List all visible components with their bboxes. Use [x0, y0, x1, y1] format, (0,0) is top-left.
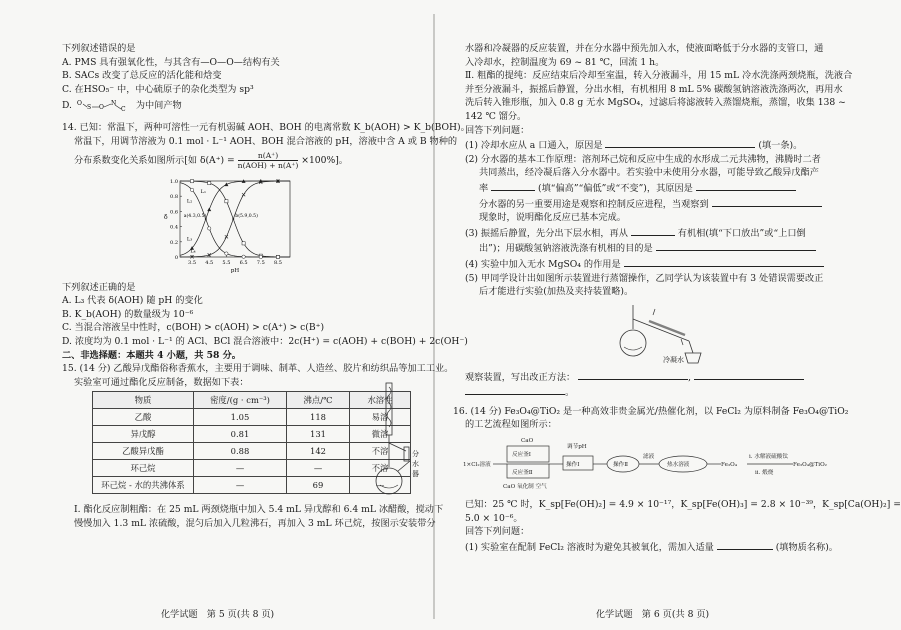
- series-line-square: [180, 181, 290, 257]
- q16-q1-text: (1) 实验室在配制 FeCl₂ 溶液时为避免其被氧化，需加入适量: [465, 541, 714, 553]
- coolant-label: 冷凝水: [663, 355, 684, 364]
- flow-reactor-2: 反应釜Ⅱ: [512, 470, 533, 477]
- y-tick-label: 0.8: [170, 193, 178, 200]
- q15-fix-2-blank[interactable]: [694, 369, 804, 380]
- table-cell: 1.05: [194, 409, 287, 426]
- x-tick-label: 4.5: [205, 259, 214, 266]
- q15-observe-line: 观察装置，写出改正方法： ,: [453, 369, 830, 385]
- series-point-circle: [242, 255, 245, 258]
- table-cell: 142: [287, 443, 350, 460]
- curve-label: L₁: [200, 188, 206, 195]
- x-tick-label: 3.5: [188, 259, 197, 266]
- section-2-heading: 二、非选择题：本题共 4 小题，共 58 分。: [62, 349, 241, 361]
- q14-line-1: 14. 已知：常温下，两种可溶性一元有机弱碱 AOH、BOH 的电离常数 K_b(AOH) > K_b(BOH)。: [62, 122, 470, 134]
- flow-hot: 热水溶液: [667, 462, 690, 469]
- annotation-label: b(5.9,0.5): [235, 213, 258, 219]
- flow-cao-top: CaO: [521, 438, 534, 445]
- q15-q2-observe-blank[interactable]: [712, 196, 822, 207]
- q13-option-a: A. PMS 具有强氧化性，与其含有—O—O—结构有关: [62, 56, 280, 68]
- curve-label: L₃: [186, 235, 193, 242]
- series-point-square: [242, 241, 245, 244]
- series-point-circle: [276, 255, 279, 258]
- q15-question-2-a: (2) 分水器的基本工作原理：溶剂环己烷和反应中生成的水形成二元共沸物，沸腾时二者: [465, 153, 821, 165]
- curve-label: L₄: [190, 248, 196, 255]
- table-row: [93, 409, 411, 426]
- q15-question-2-c: [453, 180, 830, 196]
- series-point-circle: [259, 255, 262, 258]
- q14-option-b: B. K_b(AOH) 的数量级为 10⁻⁶: [62, 308, 194, 320]
- page-6-footer: 化学试题 第 6 页(共 8 页): [595, 609, 710, 620]
- table-header-cell: 沸点/℃: [287, 392, 350, 409]
- series-point-triangle: [207, 207, 211, 211]
- table-cell: 131: [287, 426, 350, 443]
- distribution-fraction: [238, 151, 299, 170]
- table-row: [93, 426, 411, 443]
- q15-part2-line-4: 142 ℃ 馏分。: [465, 110, 527, 122]
- table-cell: 环己烷: [93, 460, 194, 477]
- q15-q2c-pre: 率: [479, 182, 489, 194]
- q15-observe-line-2: 。: [453, 384, 830, 400]
- table-cell: —: [194, 477, 287, 494]
- x-tick-label: 5.5: [222, 259, 231, 266]
- q15-q3a-pre: (3) 振摇后静置，先分出下层水相，再从: [465, 227, 628, 239]
- y-tick-label: 0.2: [170, 239, 178, 246]
- flow-intermediate: Fe₃O₄: [721, 462, 737, 469]
- flow-cao-bottom: CaO 氧化制 空气: [503, 484, 547, 491]
- q15-q1-answer-blank[interactable]: [605, 137, 755, 148]
- table-cell: 异戊醇: [93, 426, 194, 443]
- q15-q3-method-blank[interactable]: [631, 225, 675, 236]
- q13-option-b: B. SACs 改变了总反应的活化能和焓变: [62, 70, 222, 82]
- x-axis-label: pH: [230, 267, 240, 274]
- process-flow-svg: [463, 436, 827, 492]
- q16-ksp-line-1: 已知：25 ℃ 时，K_sp[Fe(OH)₂] = 4.9 × 10⁻¹⁷，K_sp[Fe(OH)₃] = 2.8 × 10⁻³⁹，K_sp[Ca(OH)₂] =: [465, 499, 901, 511]
- table-row: [93, 443, 411, 460]
- q15-part1-line-b: 慢慢加入 1.3 mL 浓硫酸，混匀后加入几粒沸石，再加入 3 mL 环己烷，按图示安装带分: [74, 517, 436, 529]
- x-tick-label: 6.5: [239, 259, 248, 266]
- x-tick-label: 8.5: [273, 259, 282, 266]
- page-5-footer: 化学试题 第 5 页(共 8 页): [160, 609, 275, 620]
- q16-line-2: 的工艺流程如图所示：: [465, 419, 557, 431]
- series-point-circle: [225, 251, 228, 254]
- table-cell: 不溶: [350, 460, 411, 477]
- q15-cont-line-1: 水器和冷凝器的反应装置，并在分水器中预先加入水，使液面略低于分水器的支管口，通: [465, 43, 824, 54]
- q13-option-d-label: D.: [62, 100, 72, 112]
- water-separator-label: 分水器: [412, 450, 419, 479]
- q15-q2c-mid: (填“偏高”“偏低”或“不变”)，其原因是: [538, 182, 693, 194]
- q13-option-d-text: 为中间产物: [135, 100, 182, 112]
- y-tick-label: 1.0: [170, 178, 178, 185]
- q14-formula-post: ×100%]。: [301, 154, 348, 166]
- q15-question-2-d: [453, 196, 830, 212]
- table-cell: 乙酸: [93, 409, 194, 426]
- fraction-denominator: n(AOH) + n(A⁺): [237, 160, 299, 170]
- q15-part2-line-2: 并至分液漏斗，振摇后静置，分出水相，有机相用 8 mL 5% 碳酸氢钠溶液洗涤两次，再用水: [465, 83, 843, 95]
- svg-text:N: N: [110, 99, 117, 107]
- table-header-cell: 水溶性: [350, 392, 411, 409]
- table-cell: 微溶: [350, 426, 411, 443]
- q15-q3b-pre: 出”)；用碳酸氢钠溶液洗涤有机相的目的是: [479, 243, 653, 255]
- series-point-circle: [190, 188, 193, 191]
- y-tick-label: 0.4: [170, 224, 178, 231]
- q15-question-3-a: [453, 225, 830, 241]
- series-point-cross: [225, 235, 228, 238]
- distribution-chart: [158, 175, 413, 279]
- flow-reactor-1: 反应釜Ⅰ: [512, 452, 531, 459]
- q15-table-area: [62, 391, 419, 503]
- q16-ksp-line-2: 5.0 × 10⁻⁶。: [465, 512, 523, 524]
- table-cell: 易溶: [350, 409, 411, 426]
- table-cell: —: [194, 460, 287, 477]
- y-tick-label: 0: [174, 254, 178, 261]
- q15-question-4: [453, 256, 830, 272]
- table-row: [93, 460, 411, 477]
- table-cell: 乙酸异戊酯: [93, 443, 194, 460]
- reflux-apparatus-icon: [370, 381, 430, 499]
- q15-q2-yield-blank[interactable]: [491, 180, 535, 191]
- table-cell: 0.81: [194, 426, 287, 443]
- flow-filtrate: 滤液: [643, 454, 655, 461]
- distillation-figure: [453, 299, 830, 369]
- series-point-cross: [242, 193, 245, 196]
- properties-table: [92, 391, 411, 494]
- q15-observe-text: 观察装置，写出改正方法：: [465, 371, 576, 383]
- flow-final: Fe₃O₄@TiO₂: [793, 462, 827, 469]
- q14-prompt: 下列叙述正确的是: [62, 281, 136, 293]
- q15-part2-line-3: 洗后转入锥形瓶，加入 0.8 g 无水 MgSO₄，过滤后将滤液转入蒸馏烧瓶，蒸馏，收集 138 ~: [465, 97, 846, 109]
- chart-plot-frame: [180, 181, 290, 257]
- flow-step-ii: ⅱ. 煅烧: [755, 470, 774, 477]
- table-header-cell: 物质: [93, 392, 194, 409]
- q15-q4-text: (4) 实验中加入无水 MgSO₄ 的作用是: [465, 258, 621, 270]
- q15-question-5-a: (5) 甲同学设计出如图所示装置进行蒸馏操作，乙同学认为该装置中有 3 处错误需要改正: [465, 272, 824, 284]
- q15-q3-purpose-blank[interactable]: [656, 240, 816, 251]
- q15-question-2-b: 共同蒸出，经冷凝后落入分水器中。若实验中未使用分水器，可能导致乙酸异戊酯产: [479, 167, 819, 179]
- q15-q1-end: (填一条)。: [758, 140, 803, 152]
- q16-q1-end: (填物质名称)。: [775, 541, 838, 553]
- q14-line-3: [62, 149, 413, 173]
- series-line-circle: [180, 182, 290, 256]
- flow-start: 1×Cl₂溶液: [463, 462, 491, 469]
- q16-question-1: [453, 539, 838, 555]
- q15-q2d-text: 分水器的另一重要用途是观察和控制反应进程，当观察到: [479, 198, 709, 210]
- distribution-chart-svg: [158, 175, 298, 275]
- q15-fix-3-blank[interactable]: [465, 384, 565, 395]
- svg-text:S: S: [86, 103, 92, 111]
- q13-option-c: C. 在HSO₅⁻ 中，中心硫原子的杂化类型为 sp³: [62, 83, 254, 95]
- q16-line-1: 16. (14 分) Fe₃O₄@TiO₂ 是一种高效非贵金属光/热催化剂，以 FeCl₂ 为原料制备 Fe₃O₄@TiO₂: [453, 405, 849, 417]
- q15-line-2: 实验室可通过酯化反应制备，数据如下表：: [74, 376, 249, 388]
- flow-step-1: 操作Ⅰ: [566, 462, 580, 469]
- svg-text:O: O: [76, 99, 82, 107]
- q15-question-5-b: 后才能进行实验(加热及夹持装置略)。: [479, 286, 634, 298]
- fraction-numerator: n(A⁺): [238, 151, 299, 161]
- curve-label: L₂: [186, 197, 193, 204]
- table-cell: 不溶: [350, 443, 411, 460]
- q15-question-2-e: 现象时，说明酯化反应已基本完成。: [479, 212, 626, 224]
- q16-q1-answer-blank[interactable]: [717, 539, 773, 550]
- q13-prompt: 下列叙述错误的是: [62, 43, 136, 54]
- q13-option-d: [62, 96, 413, 116]
- table-body: [93, 409, 411, 494]
- q15-cont-line-2: 入冷却水，控制温度为 69 ~ 81 ℃，回流 1 h。: [465, 56, 665, 68]
- y-axis-label: δ: [164, 213, 168, 221]
- svg-text:C: C: [120, 105, 126, 113]
- q15-q2-reason-blank[interactable]: [696, 180, 796, 191]
- series-point-square: [225, 199, 228, 202]
- table-cell: —: [350, 477, 411, 494]
- exam-page-6: [435, 0, 901, 630]
- q13-intermediate-structure-icon: [75, 97, 133, 115]
- q15-fix-1-blank[interactable]: [578, 369, 688, 380]
- table-row: [93, 477, 411, 494]
- q14-line-2: 常温下，用调节溶液为 0.1 mol · L⁻¹ AOH、BOH 混合溶液的 pH，溶液中含 A 或 B 物种的: [74, 135, 458, 147]
- x-tick-label: 7.5: [256, 259, 265, 266]
- q15-line-1: 15. (14 分) 乙酸异戊酯俗称香蕉水，主要用于调味、制革、人造丝、胶片和纺织品等加工工业。: [62, 363, 454, 375]
- q14-formula-pre: 分布系数变化关系如图所示[如 δ(A⁺) =: [74, 154, 235, 166]
- q15-q4-answer-blank[interactable]: [624, 256, 824, 267]
- annotation-point: [232, 218, 234, 220]
- process-flowchart: [463, 436, 830, 496]
- table-header-row: [93, 392, 411, 409]
- table-cell: —: [287, 460, 350, 477]
- svg-text:O: O: [98, 103, 104, 111]
- q14-option-c: C. 当混合溶液呈中性时，c(BOH) > c(AOH) > c(A⁺) > c(B⁺): [62, 322, 325, 334]
- series-point-square: [208, 181, 211, 184]
- series-point-square: [190, 179, 193, 182]
- q15-part2-line-1: Ⅱ. 粗酯的提纯：反应结束后冷却至室温，转入分液漏斗，用 15 mL 冷水洗涤两颈烧瓶，洗液合: [465, 70, 853, 82]
- table-cell: 69: [287, 477, 350, 494]
- y-tick-label: 0.6: [170, 208, 178, 215]
- flow-ph: 调节pH: [567, 444, 587, 451]
- q15-q3a-post: 有机相(填“下口放出”或“上口倒: [677, 227, 806, 239]
- series-point-circle: [208, 226, 211, 229]
- q15-answer-prompt: 回答下列问题：: [465, 124, 530, 136]
- table-header-cell: 密度/(g · cm⁻³): [194, 392, 287, 409]
- q15-q1-text: (1) 冷却水应从 a 口通入，原因是: [465, 140, 603, 152]
- q14-option-a: A. L₃ 代表 δ(AOH) 随 pH 的变化: [62, 295, 203, 307]
- q15-question-3-b: [453, 240, 830, 256]
- flow-step-2: 操作Ⅱ: [613, 462, 628, 469]
- series-point-triangle: [224, 182, 228, 186]
- table-cell: 0.88: [194, 443, 287, 460]
- q15-question-1: [453, 137, 830, 153]
- table-cell: 118: [287, 409, 350, 426]
- q15-part1-line-a: Ⅰ. 酯化反应制粗酯：在 25 mL 两颈烧瓶中加入 5.4 mL 异戊醇和 6.4 mL 冰醋酸，搅动下: [74, 504, 444, 516]
- annotation-label: a(4.3,0.5): [183, 213, 207, 219]
- table-cell: 环己烷 - 水的共沸体系: [93, 477, 194, 494]
- q16-answer-prompt: 回答下列问题：: [465, 526, 530, 538]
- q14-option-d: D. 浓度均为 0.1 mol · L⁻¹ 的 ACl、BCl 混合溶液中：2c(H⁺) = c(AOH) + c(BOH) + 2c(OH⁻): [62, 335, 468, 347]
- flow-step-i: ⅰ. 水解液硫酸钛: [749, 454, 788, 461]
